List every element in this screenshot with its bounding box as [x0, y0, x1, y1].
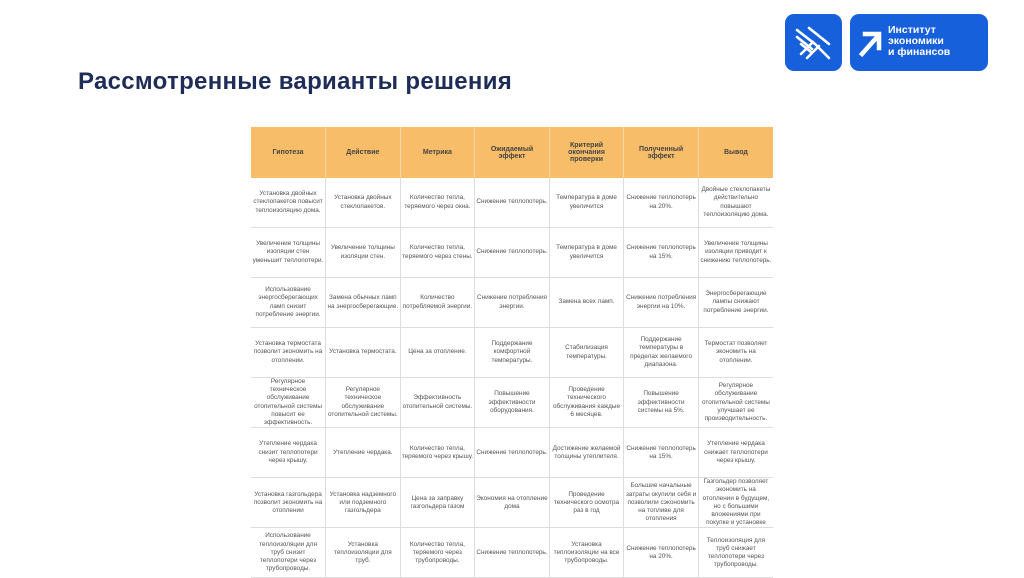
table-row	[251, 478, 773, 528]
table-cell: Снижение теплопотерь на 15%.	[624, 428, 699, 478]
table-cell: Установка двойных стеклопакетов.	[326, 178, 401, 228]
table-cell: Снижение потребления энергии на 10%.	[624, 278, 699, 328]
table-row	[251, 328, 773, 378]
table-cell: Снижение теплопотерь на 20%.	[624, 528, 699, 578]
table-cell: Газгольдер позволяет экономить на отоплении в будущем, но с большими вложениями при покупке и установке	[698, 478, 773, 528]
column-header: Гипотеза	[251, 127, 326, 178]
table-cell: Снижение теплопотерь.	[475, 228, 550, 278]
table-cell: Термостат позволяет экономить на отоплении.	[698, 328, 773, 378]
table-cell: Количество тепла, теряемого через трубопроводы.	[400, 528, 475, 578]
slide-title: Рассмотренные варианты решения	[78, 68, 513, 95]
table-cell: Большие начальные затраты окупили себя и позволили сэкономить на топливе для отопления	[624, 478, 699, 528]
table-cell: Утепление чердака снижает теплопотери через крышу.	[698, 428, 773, 478]
table-cell: Замена всех ламп.	[549, 278, 624, 328]
institute-emblem-logo	[785, 14, 842, 71]
column-header: Ожидаемый эффект	[475, 127, 550, 178]
table-cell: Утепление чердака.	[326, 428, 401, 478]
table-row	[251, 528, 773, 578]
table-cell: Использование теплоизоляции для труб снизит теплопотери через трубопроводы.	[251, 528, 326, 578]
table-cell: Установка газгольдера позволит экономить на отоплении	[251, 478, 326, 528]
table-cell: Установка термостата позволит экономить на отоплении.	[251, 328, 326, 378]
logo-line-3: и финансов	[888, 46, 951, 58]
table-cell: Снижение потребления энергии.	[475, 278, 550, 328]
table-cell: Теплоизоляция для труб снижает теплопотери через трубопроводы.	[698, 528, 773, 578]
table-cell: Утепление чердака снизит теплопотери через крышу.	[251, 428, 326, 478]
arrow-up-right-icon	[850, 14, 886, 71]
table-cell: Энергосберегающие лампы снижают потребление энергии.	[698, 278, 773, 328]
table-cell: Снижение теплопотерь.	[475, 428, 550, 478]
column-header: Критерий окончания проверки	[549, 127, 624, 178]
table-cell: Количество тепла, теряемого через крышу.	[400, 428, 475, 478]
table-cell: Замена обычных ламп на энергосберегающие.	[326, 278, 401, 328]
table-cell: Снижение теплопотерь на 15%.	[624, 228, 699, 278]
table-cell: Достижение желаемой толщины утеплителя.	[549, 428, 624, 478]
table-cell: Установка двойных стеклопакетов повысит теплоизоляцию дома.	[251, 178, 326, 228]
table-cell: Двойные стеклопакеты действительно повышают теплоизоляцию дома.	[698, 178, 773, 228]
table-cell: Проведение технического осмотра раз в год	[549, 478, 624, 528]
table-cell: Количество тепла, теряемого через стены.	[400, 228, 475, 278]
table-cell: Температура в доме увеличится	[549, 228, 624, 278]
table-cell: Использование энергосберегающих ламп снизит потребление энергии.	[251, 278, 326, 328]
table-cell: Проведение технического обслуживания каждые 6 месяцев.	[549, 378, 624, 428]
column-header: Метрика	[400, 127, 475, 178]
table-cell: Установка надземного или подземного газгольдера	[326, 478, 401, 528]
institute-name-logo	[850, 14, 988, 71]
solutions-table	[251, 127, 773, 578]
logo-line-1: Институт	[888, 24, 936, 36]
table-cell: Регулярное обслуживание отопительной системы улучшает ее производительность.	[698, 378, 773, 428]
table-cell: Регулярное техническое обслуживание отопительной системы повысит ее эффективность.	[251, 378, 326, 428]
table-cell: Снижение теплопотерь на 20%.	[624, 178, 699, 228]
table-cell: Установка теплоизоляции на все трубопроводы.	[549, 528, 624, 578]
table-cell: Экономия на отопление дома	[475, 478, 550, 528]
table-cell: Увеличение толщины изоляции стен.	[326, 228, 401, 278]
table-cell: Увеличение толщины изоляции стен уменьшит теплопотери.	[251, 228, 326, 278]
emblem-icon	[785, 14, 842, 71]
table-cell: Количество тепла, теряемого через окна.	[400, 178, 475, 228]
column-header: Полученный эффект	[624, 127, 699, 178]
table-cell: Поддержание температуры в пределах желаемого диапазона.	[624, 328, 699, 378]
table-cell: Увеличение толщины изоляции приводит к снижению теплопотерь.	[698, 228, 773, 278]
table-cell: Снижение теплопотерь.	[475, 528, 550, 578]
table-cell: Поддержание комфортной температуры.	[475, 328, 550, 378]
table-row	[251, 428, 773, 478]
table-cell: Цена за отопление.	[400, 328, 475, 378]
table-cell: Эффективность отопительной системы.	[400, 378, 475, 428]
table-row	[251, 378, 773, 428]
table-row	[251, 178, 773, 228]
logo-line-2: экономики	[888, 35, 944, 47]
table-cell: Повышение эффективности системы на 5%.	[624, 378, 699, 428]
table-cell: Повышение эффективности оборудования.	[475, 378, 550, 428]
table-cell: Снижение теплопотерь.	[475, 178, 550, 228]
table-cell: Установка теплоизоляции для труб.	[326, 528, 401, 578]
table-cell: Цена за заправку газгольдера газом	[400, 478, 475, 528]
table-row	[251, 228, 773, 278]
table-cell: Количество потребляемой энергии.	[400, 278, 475, 328]
table-row	[251, 278, 773, 328]
column-header: Действие	[326, 127, 401, 178]
table-cell: Температура в доме увеличится	[549, 178, 624, 228]
table-cell: Регулярное техническое обслуживание отопительной системы.	[326, 378, 401, 428]
table-cell: Установка термостата.	[326, 328, 401, 378]
column-header: Вывод	[698, 127, 773, 178]
table-cell: Стабилизация температуры.	[549, 328, 624, 378]
